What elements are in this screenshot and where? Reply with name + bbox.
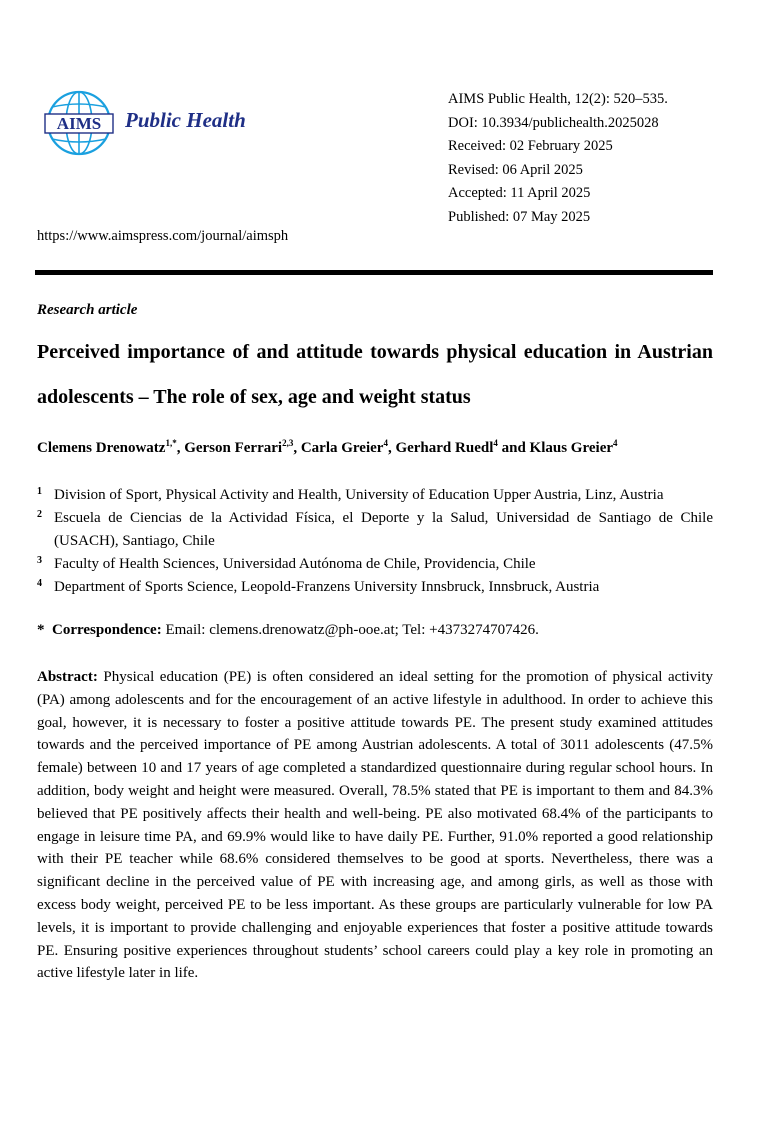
- author-name[interactable]: Clemens Drenowatz: [37, 440, 166, 456]
- article-type: Research article: [37, 302, 138, 318]
- separator: ,: [387, 440, 396, 456]
- correspondence-label: Correspondence:: [52, 622, 162, 638]
- author-affil: 2,3: [282, 438, 294, 448]
- affiliation-text: Department of Sports Science, Leopold-Franzens University Innsbruck, Innsbruck, Austria: [54, 579, 600, 595]
- logo-text: AIMS: [56, 114, 102, 133]
- correspondence: [37, 622, 539, 639]
- separator: ,: [176, 440, 185, 456]
- affiliation-text: Escuela de Ciencias de la Actividad Física, el Deporte y la Salud, Universidad de Santiago de Chile: [54, 510, 713, 526]
- author-affil: 4: [493, 438, 498, 448]
- citation: AIMS Public Health, 12(2): 520–535.: [448, 91, 668, 107]
- header-divider: [35, 270, 713, 275]
- author-name[interactable]: Gerhard Ruedl: [395, 440, 494, 456]
- abstract-label: Abstract:: [37, 669, 98, 685]
- correspondence-text[interactable]: Email: clemens.drenowatz@ph-ooe.at; Tel: +4373274707426.: [165, 622, 539, 638]
- author-affil: 4: [383, 438, 388, 448]
- accepted-date: Accepted: 11 April 2025: [448, 185, 591, 202]
- affiliation: [37, 507, 713, 553]
- author-name[interactable]: Gerson Ferrari: [184, 440, 283, 456]
- published-date: Published: 07 May 2025: [448, 208, 591, 225]
- affiliation: [37, 576, 713, 599]
- journal-name: Public Health: [125, 108, 246, 132]
- separator: and: [497, 440, 530, 456]
- author-name[interactable]: Carla Greier: [300, 440, 384, 456]
- author-list: [37, 438, 618, 457]
- separator: ,: [293, 440, 301, 456]
- affiliation-text: Faculty of Health Sciences, Universidad Autónoma de Chile, Providencia, Chile: [54, 556, 536, 572]
- publication-meta: [448, 88, 668, 230]
- article-title: Perceived importance of and attitude towards physical education in Austrian adolescents – The role of sex, age and weight status: [37, 341, 713, 408]
- affiliation-number: 4: [37, 578, 42, 589]
- author-name[interactable]: Klaus Greier: [529, 440, 614, 456]
- affiliation-number: 3: [37, 555, 42, 566]
- revised-date: Revised: 06 April 2025: [448, 161, 583, 178]
- received-date: Received: 02 February 2025: [448, 138, 613, 155]
- affiliation-text: Division of Sport, Physical Activity and Health, University of Education Upper Austria, Linz, Austria: [54, 487, 664, 503]
- doi[interactable]: DOI: 10.3934/publichealth.2025028: [448, 114, 659, 131]
- author-affil: 1,*: [165, 438, 177, 448]
- affiliation: [37, 484, 713, 507]
- abstract: [37, 666, 713, 985]
- journal-logo: [44, 88, 114, 158]
- affiliation: [37, 553, 713, 576]
- affiliations: [37, 484, 713, 599]
- abstract-text: Physical education (PE) is often considered an ideal setting for the promotion of physical activity (PA) among adolescents and for the encouragement of an active lifestyle in adulthood. In order to achieve this goal, however, it is necessary to foster a positive attitude towards PE. The present study examined attitudes towards and the perceived importance of PE among Austrian adolescents. A total of 3011 adolescents (47.5% female) between 10 and 17 years of age completed a standardized questionnaire during regular school hours. In addition, body weight and height were measured. Overall, 78.5% stated that PE is important to them and 84.3% believed that PE positively affects their health and well-being. PE also motivated 68.4% of the participants to engage in leisure time PA, and 69.9% would like to have daily PE. Further, 91.0% reported a good relationship with their PE teacher while 68.6% considered themselves to be good at sports. Nevertheless, there was a significant decline in the perceived value of PE with increasing age, and among girls, as well as those with excess body weight, perceived PE to be less important. As these groups are particularly vulnerable for low PA levels, it is important to provide challenging and enjoyable experiences that foster a positive attitude towards PE. Ensuring positive experiences throughout students’ school careers could play a key role in promoting an active lifestyle later in life.: [37, 669, 713, 982]
- correspondence-marker: *: [37, 622, 45, 638]
- affiliation-text: (USACH), Santiago, Chile: [54, 533, 215, 549]
- affiliation-number: 1: [37, 486, 42, 497]
- affiliation-number: 2: [37, 509, 42, 520]
- author-affil: 4: [613, 438, 618, 448]
- journal-url[interactable]: https://www.aimspress.com/journal/aimsph: [37, 228, 289, 244]
